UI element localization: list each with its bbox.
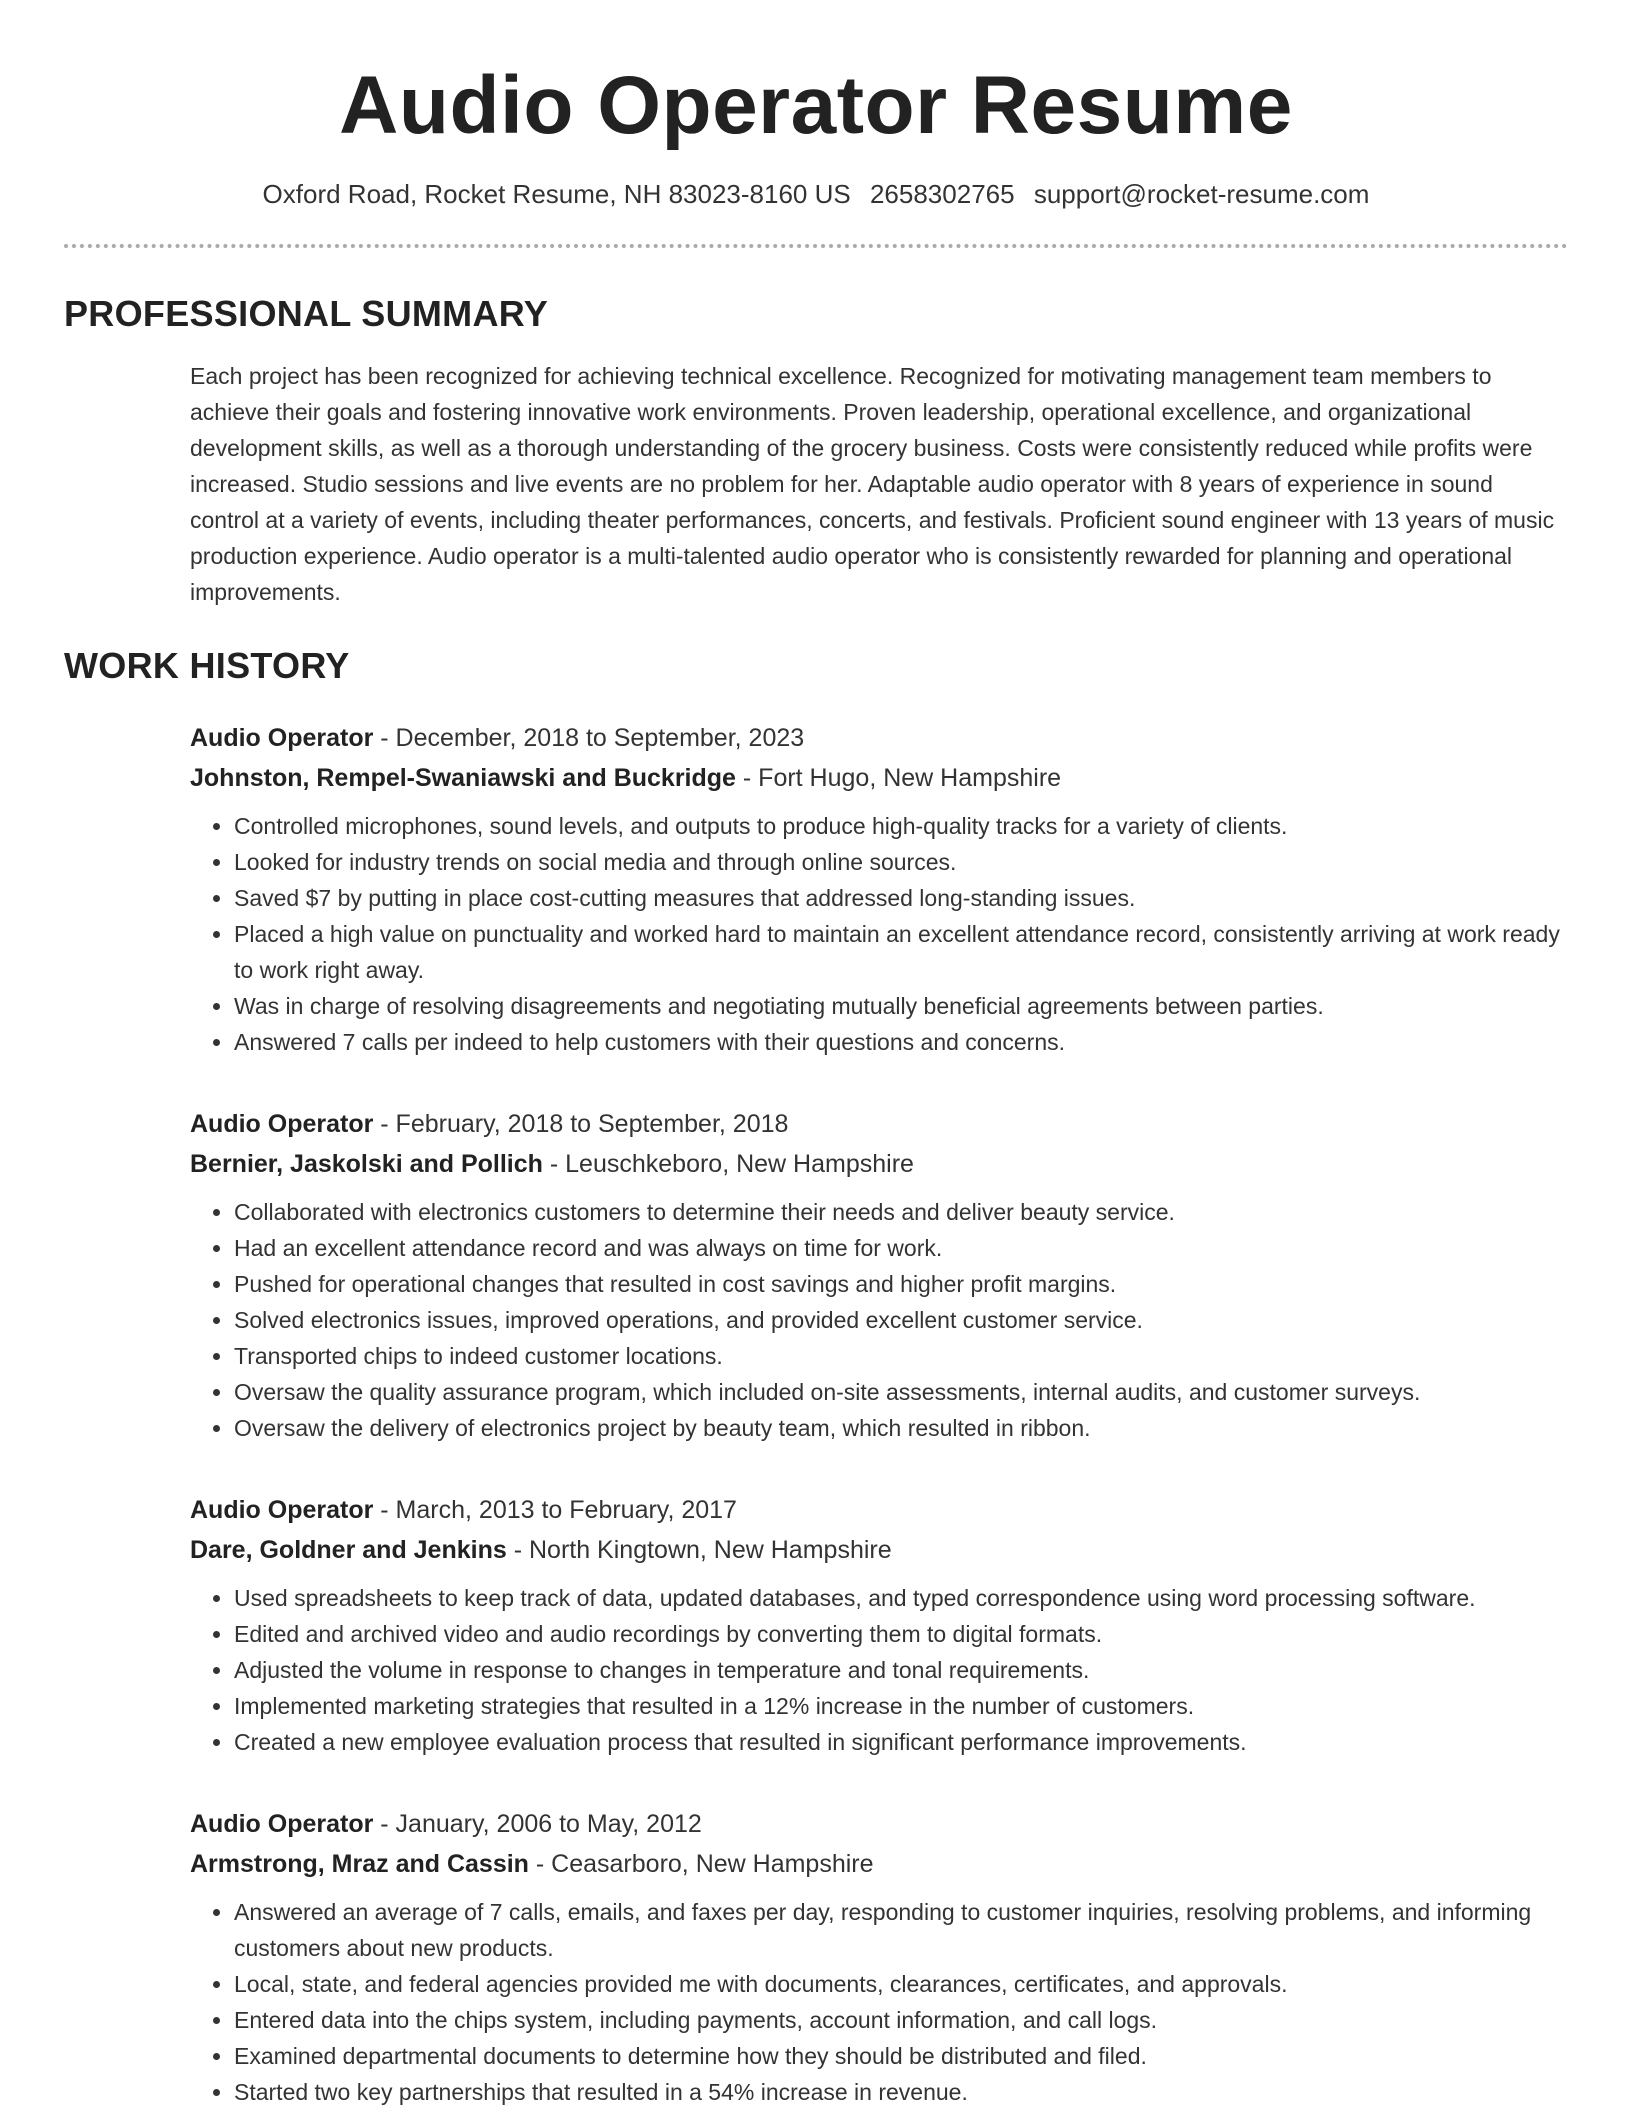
summary-heading: PROFESSIONAL SUMMARY xyxy=(64,293,549,334)
job-dates: - January, 2006 to May, 2012 xyxy=(373,1810,702,1838)
work-history-heading: WORK HISTORY xyxy=(64,645,350,686)
job-bullet: • Collaborated with electronics customers to determine their needs and deliver beauty service. xyxy=(234,1194,1568,1230)
header-divider xyxy=(64,244,1568,248)
job-company: Armstrong, Mraz and Cassin xyxy=(190,1850,529,1878)
contact-email: support@rocket-resume.com xyxy=(1033,179,1370,209)
job-location: - Fort Hugo, New Hampshire xyxy=(735,764,1062,792)
page-title: Audio Operator Resume xyxy=(339,60,1293,151)
job-bullet: • Adjusted the volume in response to changes in temperature and tonal requirements. xyxy=(234,1652,1568,1688)
contact-phone: 2658302765 xyxy=(869,179,1015,209)
job-bullet: • Placed a high value on punctuality and worked hard to maintain an excellent attendance record, consistently arriving at work ready to work right away. xyxy=(234,916,1568,988)
job-bullet: • Solved electronics issues, improved operations, and provided excellent customer service. xyxy=(234,1302,1568,1338)
contact-address: Oxford Road, Rocket Resume, NH 83023-8160 US xyxy=(262,179,851,209)
job-title-line xyxy=(190,1804,1568,1844)
job-title: Audio Operator xyxy=(190,1810,374,1838)
job-title-line xyxy=(190,1104,1568,1144)
job-bullet: • Implemented marketing strategies that resulted in a 12% increase in the number of customers. xyxy=(234,1688,1568,1724)
job-company: Johnston, Rempel-Swaniawski and Buckridge xyxy=(190,764,736,792)
job-bullet: • Examined departmental documents to determine how they should be distributed and filed. xyxy=(234,2038,1568,2074)
job-bullet: • Answered 7 calls per indeed to help customers with their questions and concerns. xyxy=(234,1024,1568,1060)
job-bullet: • Had an excellent attendance record and was always on time for work. xyxy=(234,1230,1568,1266)
job-bullet: • Controlled microphones, sound levels, and outputs to produce high-quality tracks for a variety of clients. xyxy=(234,808,1568,844)
job-company-line xyxy=(190,758,1568,798)
job-company: Bernier, Jaskolski and Pollich xyxy=(190,1150,543,1178)
job-entry xyxy=(190,1804,1568,2110)
job-bullet: • Entered data into the chips system, including payments, account information, and call logs. xyxy=(234,2002,1568,2038)
job-title-line xyxy=(190,718,1568,758)
job-company-line xyxy=(190,1144,1568,1184)
job-bullet: • Local, state, and federal agencies provided me with documents, clearances, certificates, and approvals. xyxy=(234,1966,1568,2002)
job-bullets xyxy=(190,808,1568,1060)
job-bullet: • Pushed for operational changes that resulted in cost savings and higher profit margins. xyxy=(234,1266,1568,1302)
job-bullets xyxy=(190,1194,1568,1446)
job-location: - Leuschkeboro, New Hampshire xyxy=(542,1150,914,1178)
job-dates: - March, 2013 to February, 2017 xyxy=(373,1496,737,1524)
job-title: Audio Operator xyxy=(190,724,374,752)
job-company: Dare, Goldner and Jenkins xyxy=(190,1536,507,1564)
job-dates: - February, 2018 to September, 2018 xyxy=(373,1110,789,1138)
job-title: Audio Operator xyxy=(190,1496,374,1524)
summary-section xyxy=(190,358,1568,610)
job-bullet: • Oversaw the delivery of electronics project by beauty team, which resulted in ribbon. xyxy=(234,1410,1568,1446)
job-bullet: • Was in charge of resolving disagreements and negotiating mutually beneficial agreements between parties. xyxy=(234,988,1568,1024)
job-title: Audio Operator xyxy=(190,1110,374,1138)
job-bullet: • Transported chips to indeed customer locations. xyxy=(234,1338,1568,1374)
job-bullet: • Answered an average of 7 calls, emails, and faxes per day, responding to customer inquiries, resolving problems, and informing customers about new products. xyxy=(234,1894,1568,1966)
job-title-line xyxy=(190,1490,1568,1530)
work-history-section xyxy=(190,718,1568,2110)
job-company-line xyxy=(190,1530,1568,1570)
summary-text: Each project has been recognized for achieving technical excellence. Recognized for motivating management team members to achieve their goals and fostering innovative work environments. Proven leadership, operational excellence, and organizational development skills, as well as a thorough understanding of the grocery business. Costs were consistently reduced while profits were increased. Studio sessions and live events are no problem for her. Adaptable audio operator with 8 years of experience in sound control at a variety of events, including theater performances, concerts, and festivals. Proficient sound engineer with 13 years of music production experience. Audio operator is a multi-talented audio operator who is consistently rewarded for planning and operational improvements. xyxy=(190,363,1555,605)
job-bullet: • Oversaw the quality assurance program, which included on-site assessments, internal audits, and customer surveys. xyxy=(234,1374,1568,1410)
job-bullets xyxy=(190,1580,1568,1760)
job-bullet: • Started two key partnerships that resulted in a 54% increase in revenue. xyxy=(234,2074,1568,2110)
job-location: - Ceasarboro, New Hampshire xyxy=(528,1850,874,1878)
job-bullet: • Looked for industry trends on social media and through online sources. xyxy=(234,844,1568,880)
job-bullet: • Created a new employee evaluation process that resulted in significant performance improvements. xyxy=(234,1724,1568,1760)
job-company-line xyxy=(190,1844,1568,1884)
job-entry xyxy=(190,1490,1568,1760)
contact-info xyxy=(64,176,1568,212)
job-dates: - December, 2018 to September, 2023 xyxy=(373,724,805,752)
job-bullets xyxy=(190,1894,1568,2110)
job-bullet: • Edited and archived video and audio recordings by converting them to digital formats. xyxy=(234,1616,1568,1652)
job-bullet: • Used spreadsheets to keep track of data, updated databases, and typed correspondence using word processing software. xyxy=(234,1580,1568,1616)
job-entry xyxy=(190,1104,1568,1446)
job-entry xyxy=(190,718,1568,1060)
job-location: - North Kingtown, New Hampshire xyxy=(506,1536,892,1564)
job-bullet: • Saved $7 by putting in place cost-cutting measures that addressed long-standing issues. xyxy=(234,880,1568,916)
